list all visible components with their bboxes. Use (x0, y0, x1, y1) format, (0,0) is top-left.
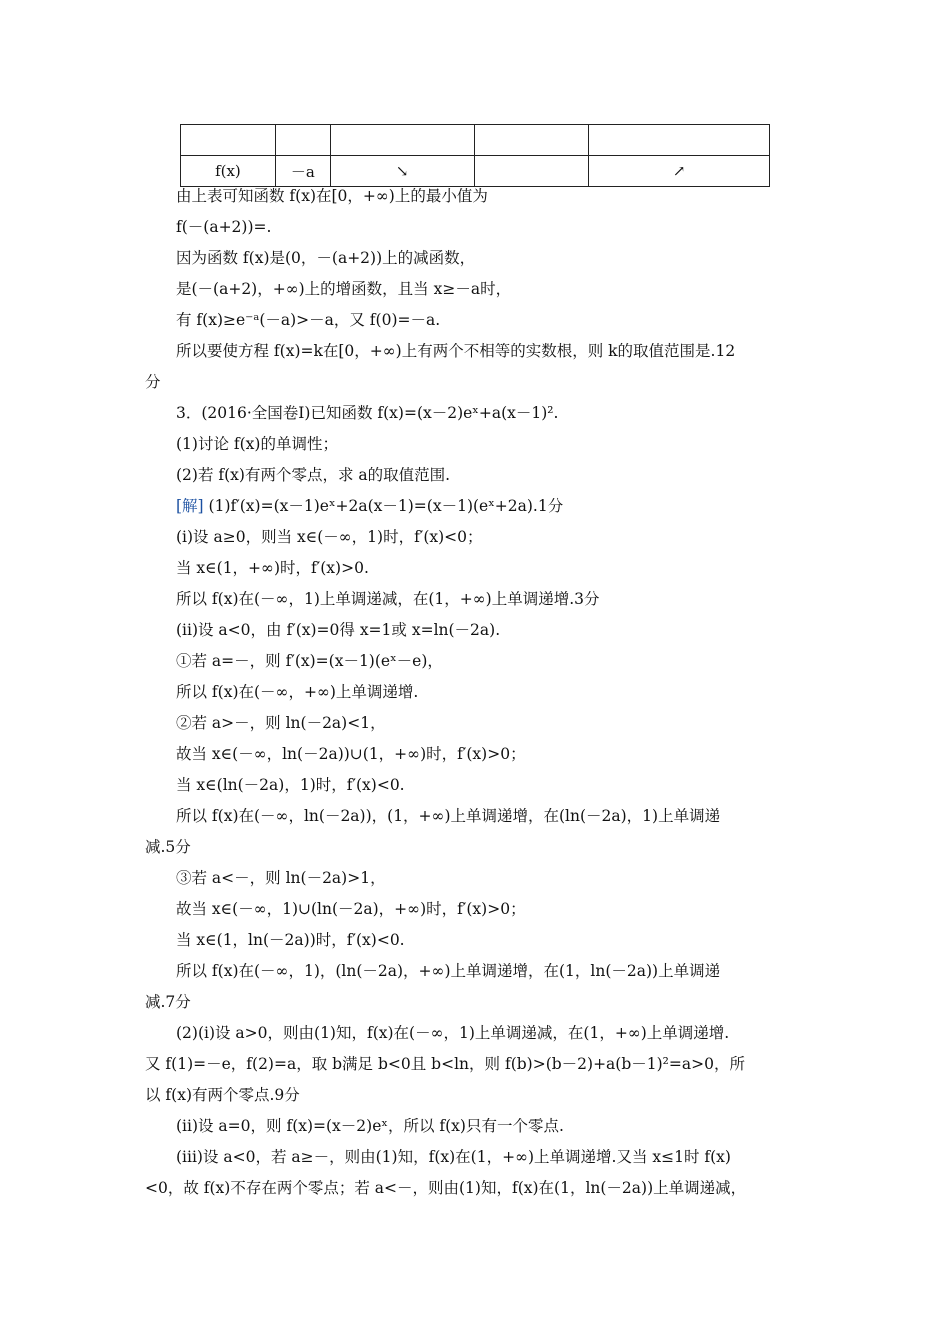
table-header-row (181, 125, 770, 156)
problem-heading: 3．(2016·全国卷Ⅰ)已知函数 f(x)=(x－2)eˣ+a(x－1)². (176, 404, 559, 422)
table-cell (474, 156, 589, 187)
table-cell (181, 125, 276, 156)
text-line: (ii)设 a=0，则 f(x)=(x－2)eˣ，所以 f(x)只有一个零点. (176, 1117, 564, 1135)
text-line: 故当 x∈(－∞，1)∪(ln(－2a)，+∞)时，f′(x)>0； (176, 900, 526, 918)
table-cell (474, 125, 589, 156)
text-line: 以 f(x)有两个零点.9分 (145, 1086, 300, 1104)
table-fx-row (181, 156, 770, 187)
text-line: (2)若 f(x)有两个零点，求 a的取值范围. (176, 466, 451, 484)
text-line: 所以 f(x)在(－∞，1)上单调递减，在(1，+∞)上单调递增.3分 (176, 590, 600, 608)
text-line: 由上表可知函数 f(x)在[0，+∞)上的最小值为 (176, 187, 488, 205)
text-line: 又 f(1)=－e，f(2)=a，取 b满足 b<0且 b<ln，则 f(b)>(b－2)+a(b－1)²=a>0，所 (145, 1055, 745, 1073)
variation-table (180, 124, 770, 187)
table-cell (275, 125, 330, 156)
text-line: 所以要使方程 f(x)=k在[0，+∞)上有两个不相等的实数根，则 k的取值范围是.12 (176, 342, 736, 360)
table-cell (589, 125, 770, 156)
text-line: 故当 x∈(－∞，ln(－2a))∪(1，+∞)时，f′(x)>0； (176, 745, 526, 763)
text-line: 是(－(a+2)，+∞)上的增函数，且当 x≥－a时， (176, 280, 512, 298)
text-line: <0，故 f(x)不存在两个零点；若 a<－，则由(1)知，f(x)在(1，ln(－2a))上单调递减， (145, 1179, 747, 1197)
solution-line (176, 496, 563, 516)
solution-tag: [解] (176, 497, 204, 515)
text-line: 分 (145, 373, 161, 391)
text-line: 因为函数 f(x)是(0，－(a+2))上的减函数， (176, 249, 476, 267)
text-line: 所以 f(x)在(－∞，1)，(ln(－2a)，+∞)上单调递增，在(1，ln(－2a))上单调递 (176, 962, 721, 980)
table-cell: f(x) (181, 156, 276, 187)
text-line: ①若 a=－，则 f′(x)=(x－1)(eˣ－e)， (176, 652, 443, 670)
text-line: 当 x∈(ln(－2a)，1)时，f′(x)<0. (176, 776, 405, 794)
decreasing-arrow-cell: ↘ (330, 156, 474, 187)
text-line: ③若 a<－，则 ln(－2a)>1， (176, 869, 386, 887)
text-line: ②若 a>－，则 ln(－2a)<1， (176, 714, 386, 732)
text-line: 减.5分 (145, 838, 191, 856)
text-line: 当 x∈(1，ln(－2a))时，f′(x)<0. (176, 931, 405, 949)
text-line: (2)(i)设 a>0，则由(1)知，f(x)在(－∞，1)上单调递减，在(1，+∞)上单调递增. (176, 1024, 730, 1042)
table-cell: －a (275, 156, 330, 187)
text-line: 有 f(x)≥e⁻ᵃ(－a)>－a，又 f(0)=－a. (176, 311, 441, 329)
text-line: f(－(a+2))=. (176, 218, 272, 236)
text-line: (1)讨论 f(x)的单调性； (176, 435, 338, 453)
table-cell (330, 125, 474, 156)
text-line: (iii)设 a<0，若 a≥－，则由(1)知，f(x)在(1，+∞)上单调递增.又当 x≤1时 f(x) (176, 1148, 731, 1166)
solution-text: (1)f′(x)=(x－1)eˣ+2a(x－1)=(x－1)(eˣ+2a).1分 (208, 497, 564, 515)
text-line: (ii)设 a<0，由 f′(x)=0得 x=1或 x=ln(－2a). (176, 621, 501, 639)
text-line: 减.7分 (145, 993, 191, 1011)
increasing-arrow-cell: ↗ (589, 156, 770, 187)
text-line: 所以 f(x)在(－∞，+∞)上单调递增. (176, 683, 419, 701)
text-line: 当 x∈(1，+∞)时，f′(x)>0. (176, 559, 369, 577)
text-line: 所以 f(x)在(－∞，ln(－2a))，(1，+∞)上单调递增，在(ln(－2a)，1)上单调递 (176, 807, 721, 825)
text-line: (i)设 a≥0，则当 x∈(－∞，1)时，f′(x)<0； (176, 528, 483, 546)
